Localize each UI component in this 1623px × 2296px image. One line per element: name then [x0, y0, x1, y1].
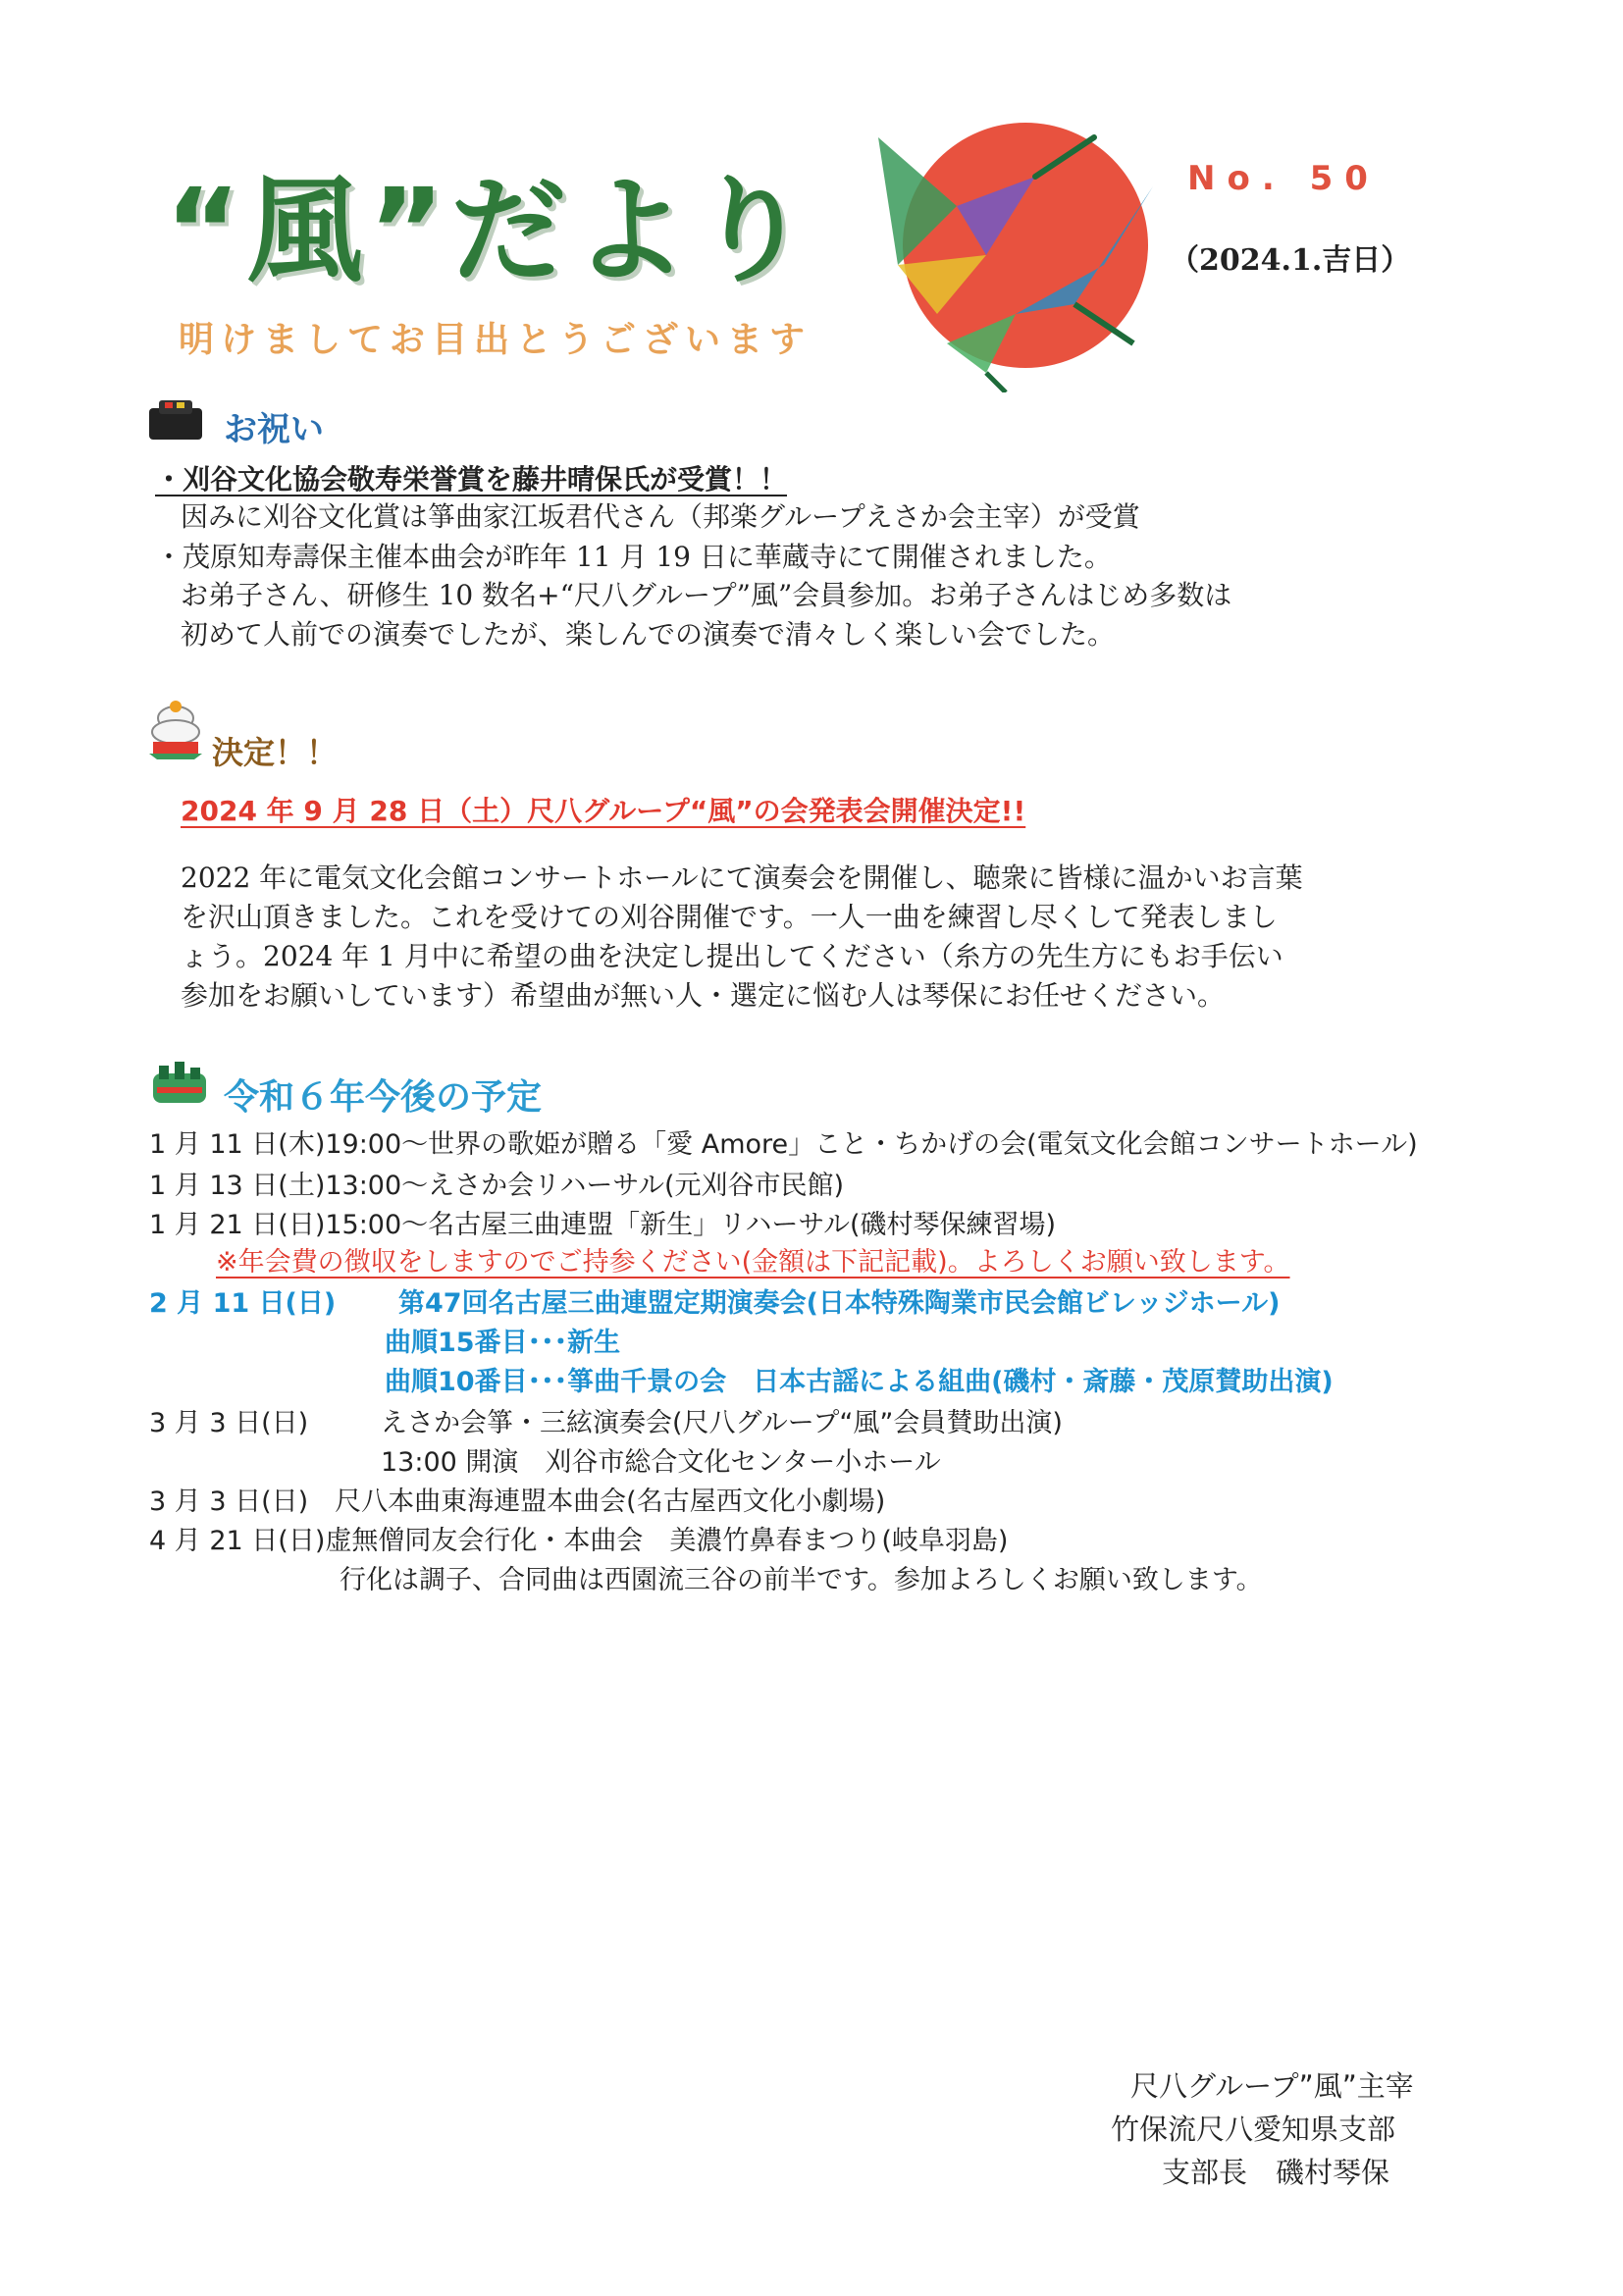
kadomatsu-icon — [149, 1060, 210, 1107]
newsletter-title: “風”だより — [165, 163, 816, 298]
schedule-item: 4 月 21 日(日)虚無僧同友会行化・本曲会 美濃竹鼻春まつり(岐阜羽島) — [149, 1526, 1009, 1556]
schedule-date: 2 月 11 日(日) — [149, 1288, 337, 1319]
schedule-item: 1 月 13 日(土)13:00～えさか会リハーサル(元刈谷市民館) — [149, 1171, 845, 1201]
schedule-item: 3 月 3 日(日) 尺八本曲東海連盟本曲会(名古屋西文化小劇場) — [149, 1487, 886, 1517]
schedule-item: 1 月 11 日(木)19:00～世界の歌姫が贈る「愛 Amore」こと・ちかげの会(電気文化会館コンサートホール) — [149, 1129, 1418, 1160]
schedule-item: 第47回名古屋三曲連盟定期演奏会(日本特殊陶業市民会館ビレッジホール) — [398, 1288, 1281, 1319]
signature-line: 支部長 磯村琴保 — [1162, 2156, 1390, 2189]
signature-line: 竹保流尺八愛知県支部 — [1111, 2113, 1396, 2146]
gift-box-icon — [145, 396, 206, 444]
schedule-date: 3 月 3 日(日) — [149, 1408, 309, 1438]
award-announcement: ・刈谷文化協会敬寿栄誉賞を藤井晴保氏が受賞！！ — [155, 463, 788, 496]
membership-fee-notice: ※年会費の徴収をしますのでご持参ください(金額は下記記載)。よろしくお願い致します。 — [216, 1247, 1290, 1278]
paragraph-line: 因みに刈谷文化賞は箏曲家江坂君代さん（邦楽グループえさか会主宰）が受賞 — [181, 500, 1140, 533]
schedule-item: 1 月 21 日(日)15:00～名古屋三曲連盟「新生」リハーサル(磯村琴保練習場) — [149, 1210, 1057, 1240]
section-heading-schedule: 令和６年今後の予定 — [224, 1077, 543, 1118]
recital-headline: 2024 年 9 月 28 日（土）尺八グループ“風”の会発表会開催決定!! — [181, 795, 1026, 827]
paragraph-line: を沢山頂きました。これを受けての刈谷開催です。一人一曲を練習し尽くして発表しまし — [181, 901, 1278, 933]
paragraph-line: 参加をお願いしています）希望曲が無い人・選定に悩む人は琴保にお任せください。 — [181, 979, 1226, 1012]
sun-and-cranes-emblem — [839, 118, 1173, 392]
paragraph-line: 初めて人前での演奏でしたが、楽しんでの演奏で清々しく楽しい会でした。 — [181, 618, 1116, 651]
issue-date: （2024.1.吉日） — [1170, 243, 1411, 278]
paragraph-line: 2022 年に電気文化会館コンサートホールにて演奏会を開催し、聴衆に皆様に温かいお言葉 — [181, 861, 1303, 894]
schedule-item: 13:00 開演 刈谷市総合文化センター小ホール — [381, 1447, 941, 1478]
section-heading-decision: 決定！！ — [212, 734, 339, 771]
kagami-mochi-icon — [145, 697, 206, 759]
paragraph-line: ょう。2024 年 1 月中に希望の曲を決定し提出してください（糸方の先生方にもお手伝い — [181, 940, 1283, 972]
new-year-greeting: 明けましてお目出とうございます — [179, 320, 812, 360]
signature-line: 尺八グループ”風”主宰 — [1130, 2069, 1414, 2103]
schedule-item: えさか会箏・三絃演奏会(尺八グループ“風”会員賛助出演) — [381, 1408, 1063, 1438]
paragraph-line: ・茂原知寿壽保主催本曲会が昨年 11 月 19 日に華蔵寺にて開催されました。 — [155, 541, 1112, 573]
schedule-item: 曲順10番目･･･箏曲千景の会 日本古謡による組曲(磯村・斎藤・茂原賛助出演) — [385, 1367, 1334, 1397]
schedule-item: 曲順15番目･･･新生 — [385, 1328, 621, 1358]
issue-number: No. 50 — [1187, 159, 1380, 198]
paragraph-line: お弟子さん、研修生 10 数名+“尺八グループ”風”会員参加。お弟子さんはじめ多数は — [181, 579, 1232, 611]
schedule-note: 行化は調子、合同曲は西園流三谷の前半です。参加よろしくお願い致します。 — [340, 1565, 1263, 1595]
section-heading-celebration: お祝い — [224, 410, 324, 449]
